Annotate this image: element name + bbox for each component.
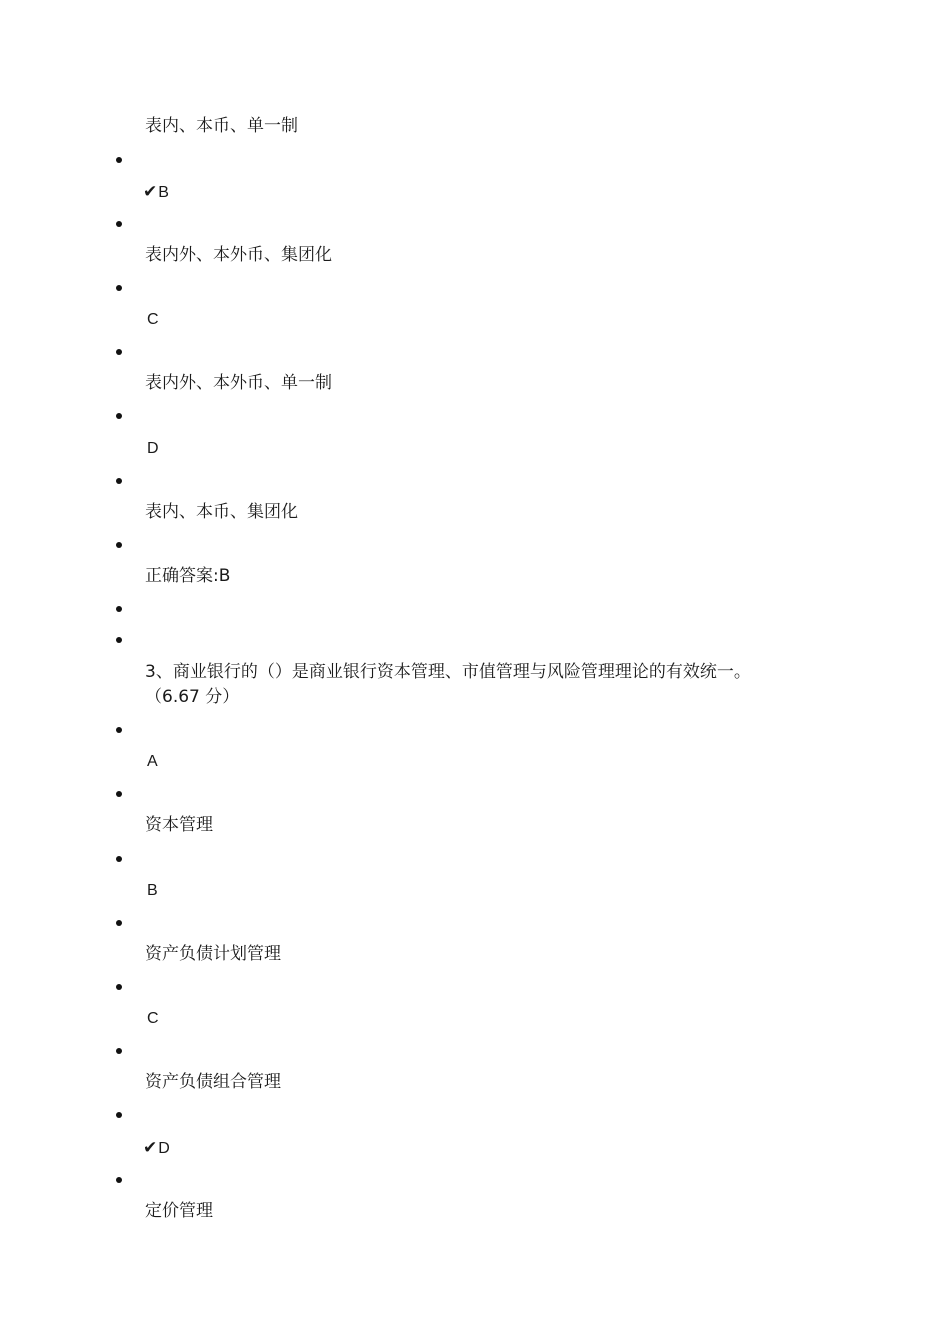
- list-bullet: [116, 413, 122, 419]
- option-letter: B: [147, 882, 158, 899]
- option-letter: C: [147, 1010, 159, 1027]
- list-bullet: [116, 606, 122, 612]
- option-text: 资产负债组合管理: [145, 1072, 281, 1092]
- option-letter: B: [158, 184, 169, 201]
- option-text: 资产负债计划管理: [145, 944, 281, 964]
- list-bullet: [116, 157, 122, 163]
- list-bullet: [116, 637, 122, 643]
- list-bullet: [116, 984, 122, 990]
- correct-answer: 正确答案:B: [145, 566, 231, 586]
- option-text: 资本管理: [145, 815, 213, 835]
- list-bullet: [116, 920, 122, 926]
- option-text: 表内外、本外币、单一制: [145, 373, 332, 393]
- list-bullet: [116, 285, 122, 291]
- list-bullet: [116, 856, 122, 862]
- list-bullet: [116, 791, 122, 797]
- option-text: 表内、本币、集团化: [145, 502, 298, 522]
- list-bullet: [116, 349, 122, 355]
- question-text: 3、商业银行的（）是商业银行资本管理、市值管理与风险管理理论的有效统一。: [145, 662, 751, 682]
- option-letter-selected: [143, 1135, 170, 1161]
- list-bullet: [116, 221, 122, 227]
- list-bullet: [116, 1112, 122, 1118]
- option-letter: D: [147, 440, 159, 457]
- list-bullet: [116, 542, 122, 548]
- option-letter: D: [158, 1140, 170, 1157]
- option-text: 表内外、本外币、集团化: [145, 245, 332, 265]
- option-letter-selected: [143, 179, 169, 205]
- list-bullet: [116, 1048, 122, 1054]
- question-score: （6.67 分）: [145, 687, 240, 707]
- list-bullet: [116, 478, 122, 484]
- list-bullet: [116, 727, 122, 733]
- list-bullet: [116, 1177, 122, 1183]
- option-letter: C: [147, 311, 159, 328]
- option-text: 表内、本币、单一制: [145, 116, 298, 136]
- option-text: 定价管理: [145, 1201, 213, 1221]
- check-icon: ✔: [143, 182, 158, 201]
- option-letter: A: [147, 753, 158, 770]
- check-icon: ✔: [143, 1138, 158, 1157]
